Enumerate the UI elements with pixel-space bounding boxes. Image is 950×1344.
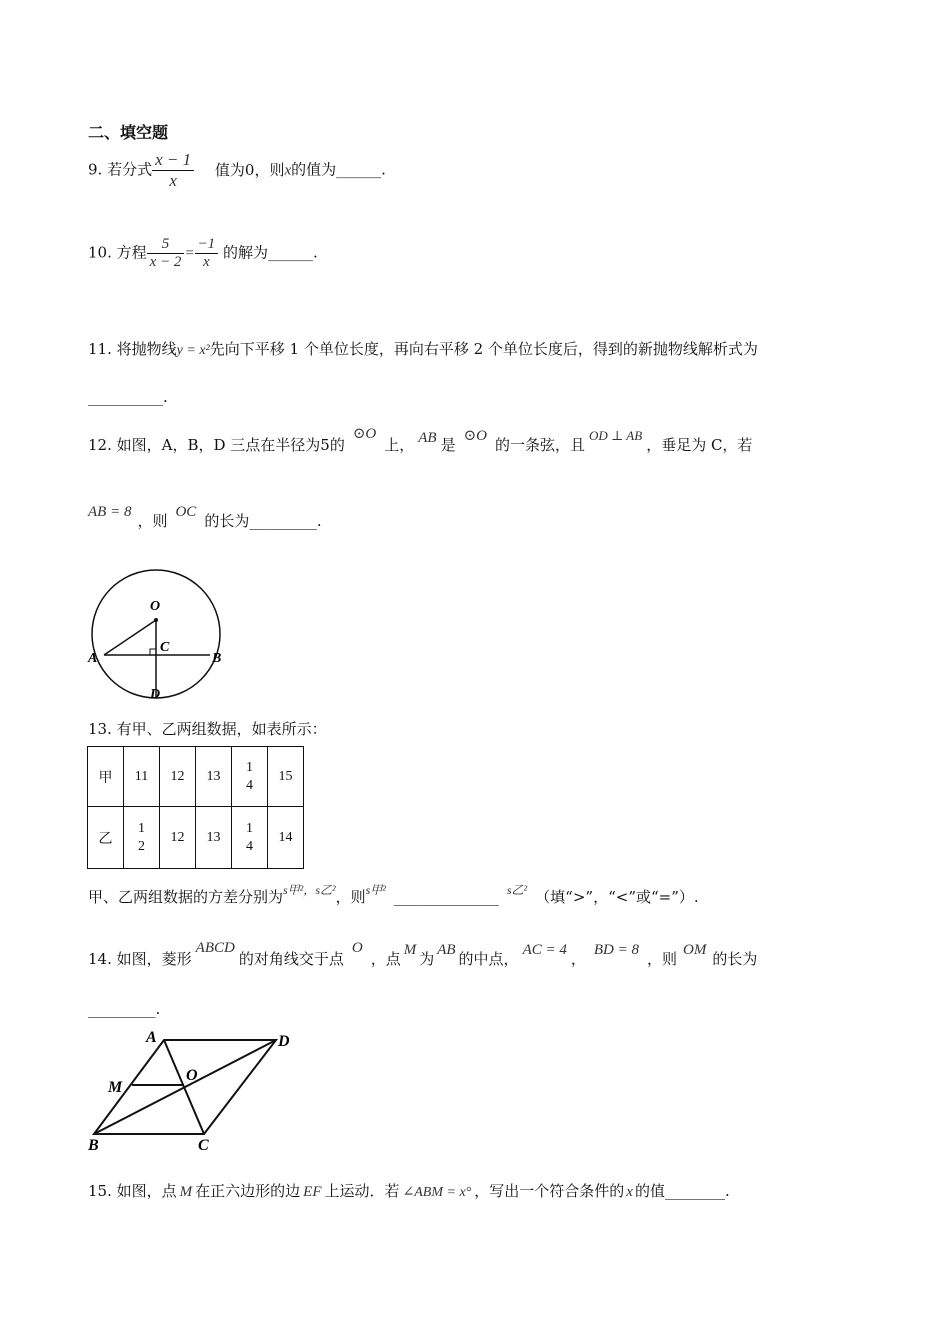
q13-blank: ______________ — [393, 888, 499, 906]
q12-t7: 的长为_________. — [204, 512, 322, 530]
question-14 — [88, 940, 758, 969]
q15-t3: 上运动．若 — [324, 1182, 400, 1200]
q14-ab: AB — [437, 942, 456, 958]
q12-circle-o: ⊙O — [352, 426, 377, 442]
q14-t7: ，则 — [647, 950, 678, 968]
q13-s-jia: s甲² — [283, 883, 304, 897]
q12-figure — [80, 548, 240, 708]
q10-rhs-den: x — [203, 254, 210, 270]
q14-label-b: B — [88, 1137, 99, 1154]
q10-lhs-fraction — [147, 236, 185, 271]
q12-right-angle-mark — [150, 649, 156, 655]
q14-label-o: O — [186, 1067, 198, 1084]
q14-t5: 的中点， — [458, 950, 519, 968]
q14-number: 14. — [88, 950, 112, 968]
q13-row-jia — [88, 747, 304, 807]
q10-lhs-num: 5 — [147, 236, 185, 254]
q9-fraction — [152, 150, 194, 191]
q11-number: 11. — [88, 340, 112, 358]
question-12 — [88, 426, 753, 455]
q14-m: M — [403, 942, 417, 958]
q14-t2: 的对角线交于点 — [238, 950, 344, 968]
q12-label-o: O — [150, 599, 161, 614]
q11-prefix: 将抛物线 — [116, 340, 177, 358]
q13-number: 13. — [88, 720, 112, 738]
q12-label-d: D — [150, 687, 161, 702]
q9-denominator: x — [169, 171, 177, 190]
q12-t6: ，则 — [137, 512, 168, 530]
q9-numerator: x − 1 — [152, 150, 194, 171]
q13-line2-a: 甲、乙两组数据的方差分别为 — [88, 888, 284, 906]
q13-cell: 1 2 — [124, 807, 160, 869]
q14-t1: 如图，菱形 — [116, 950, 192, 968]
q14-t6: ， — [570, 950, 586, 968]
q14-figure — [80, 1024, 310, 1154]
q12-t5: ，垂足为 C，若 — [646, 436, 753, 454]
q13-cell: 15 — [268, 747, 304, 807]
q9-middle: 值为0，则 — [214, 160, 285, 179]
q15-t1: 如图，点 — [116, 1182, 177, 1200]
q14-answer-line: _________. — [88, 1000, 161, 1018]
q13-s-yi: s乙² — [315, 883, 336, 897]
q14-label-d: D — [278, 1033, 290, 1050]
q14-t4: 为 — [419, 950, 435, 968]
q12-t2: 上， — [384, 436, 415, 454]
q15-angle: ∠ABM = x° — [402, 1185, 472, 1200]
q13-line2 — [88, 883, 699, 907]
q13-cell: 13 — [196, 807, 232, 869]
question-15 — [88, 1180, 730, 1201]
q13-row-yi — [88, 807, 304, 869]
q11-answer-line: __________. — [88, 388, 168, 406]
q13-cell: 11 — [124, 747, 160, 807]
q10-prefix: 方程 — [116, 243, 147, 262]
q11-expr: y = x² — [176, 343, 210, 358]
q12-perp: OD ⊥ AB — [589, 428, 643, 443]
q13-line2-b: ，则 — [335, 888, 366, 906]
q13-cell: 甲 — [88, 747, 124, 807]
q14-label-c: C — [198, 1137, 209, 1154]
question-12-line2 — [88, 504, 322, 531]
q12-t1: 如图，A，B，D 三点在半径为5的 — [116, 436, 345, 454]
q12-center-dot — [154, 618, 158, 622]
q9-var: x — [284, 162, 292, 179]
q15-number: 15. — [88, 1182, 112, 1200]
q12-label-c: C — [160, 640, 170, 655]
q13-line2-c: （填“>”，“<”或“=”）. — [535, 888, 699, 906]
q14-o: O — [351, 940, 363, 956]
q14-t3: ，点 — [370, 950, 401, 968]
q10-number: 10. — [88, 243, 112, 262]
q12-circle-o2: ⊙O — [463, 428, 488, 444]
question-11 — [88, 338, 758, 359]
q9-prefix: 若分式 — [107, 160, 153, 179]
q13-comma: ， — [303, 883, 316, 897]
q14-t8: 的长为 — [712, 950, 758, 968]
q15-t4: ，写出一个符合条件的 — [474, 1182, 625, 1200]
q12-radius-oa — [104, 620, 156, 655]
q12-label-b: B — [212, 651, 222, 666]
q15-x: x — [626, 1184, 633, 1200]
q9-number: 9. — [88, 160, 103, 179]
q14-bd: BD = 8 — [593, 942, 639, 958]
q10-lhs-den: x − 2 — [149, 254, 182, 270]
q13-cell: 12 — [160, 747, 196, 807]
q13-table — [87, 746, 304, 869]
q13-cell: 13 — [196, 747, 232, 807]
section-title: 二、填空题 — [88, 123, 169, 142]
q13-s-jia2: s甲² — [365, 883, 386, 897]
q12-number: 12. — [88, 436, 112, 454]
q14-label-a: A — [146, 1029, 157, 1046]
q14-ac: AC = 4 — [522, 942, 567, 958]
q12-t3: 是 — [440, 436, 456, 454]
q10-rhs-num: −1 — [195, 236, 219, 254]
q12-oc: OC — [175, 504, 197, 520]
q15-m: M — [179, 1184, 193, 1200]
q13-text: 有甲、乙两组数据，如表所示： — [116, 720, 327, 738]
q10-rhs-fraction — [195, 236, 219, 271]
q15-ef: EF — [303, 1184, 322, 1200]
q12-ab-eq: AB = 8 — [88, 504, 132, 520]
q14-abcd: ABCD — [195, 940, 235, 956]
q13-cell: 1 4 — [232, 747, 268, 807]
q13-cell: 乙 — [88, 807, 124, 869]
q11-text: 先向下平移 1 个单位长度，再向右平移 2 个单位长度后，得到的新抛物线解析式为 — [209, 340, 758, 358]
q9-suffix: 的值为______. — [291, 160, 386, 179]
q10-suffix: 的解为______. — [222, 243, 318, 262]
q14-label-m: M — [108, 1079, 123, 1096]
q12-label-a: A — [88, 651, 98, 666]
q13-cell: 12 — [160, 807, 196, 869]
question-13 — [88, 718, 327, 739]
q14-om: OM — [683, 942, 707, 958]
q13-cell: 1 4 — [232, 807, 268, 869]
q10-equals: = — [184, 245, 195, 262]
q12-ab: AB — [418, 430, 437, 446]
question-10 — [88, 236, 318, 271]
q12-t4: 的一条弦，且 — [495, 436, 586, 454]
q13-s-yi2: s乙² — [506, 883, 528, 897]
q15-t2: 在正六边形的边 — [195, 1182, 301, 1200]
q13-cell: 14 — [268, 807, 304, 869]
question-9 — [88, 150, 386, 191]
q15-t5: 的值________. — [634, 1182, 730, 1200]
